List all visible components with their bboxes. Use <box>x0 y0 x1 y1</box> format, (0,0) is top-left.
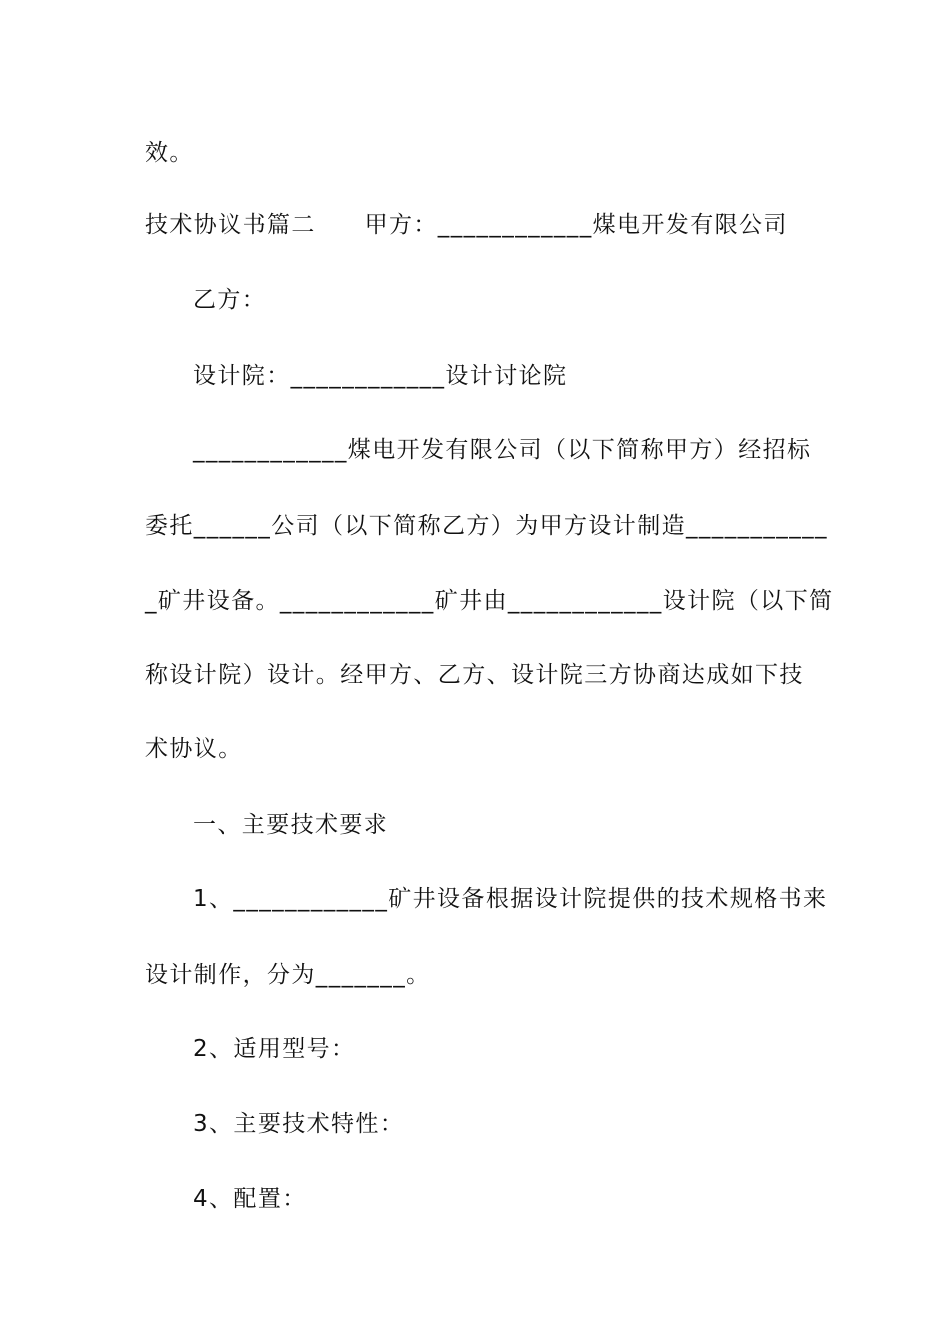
text-line: 术协议。 <box>145 736 243 762</box>
text-line: ____________煤电开发有限公司（以下简称甲方）经招标 <box>193 437 812 463</box>
text-line: 委托______公司（以下简称乙方）为甲方设计制造___________ <box>145 513 828 539</box>
text-line: 设计制作，分为_______。 <box>145 962 431 988</box>
text-line: 1、____________矿井设备根据设计院提供的技术规格书来 <box>193 886 828 912</box>
text-line: 一、主要技术要求 <box>193 812 389 838</box>
text-line: 3、主要技术特性： <box>193 1111 405 1137</box>
text-line: _矿井设备。____________矿井由____________设计院（以下简 <box>145 588 834 614</box>
text-line: 称设计院）设计。经甲方、乙方、设计院三方协商达成如下技 <box>145 662 804 688</box>
text-line: 效。 <box>145 140 194 166</box>
text-line: 2、适用型号： <box>193 1036 356 1062</box>
text-line: 乙方： <box>193 287 267 313</box>
text-line: 设计院：____________设计讨论院 <box>193 363 568 389</box>
text-line: 4、配置： <box>193 1186 307 1212</box>
text-line: 技术协议书篇二 甲方：____________煤电开发有限公司 <box>145 212 788 238</box>
